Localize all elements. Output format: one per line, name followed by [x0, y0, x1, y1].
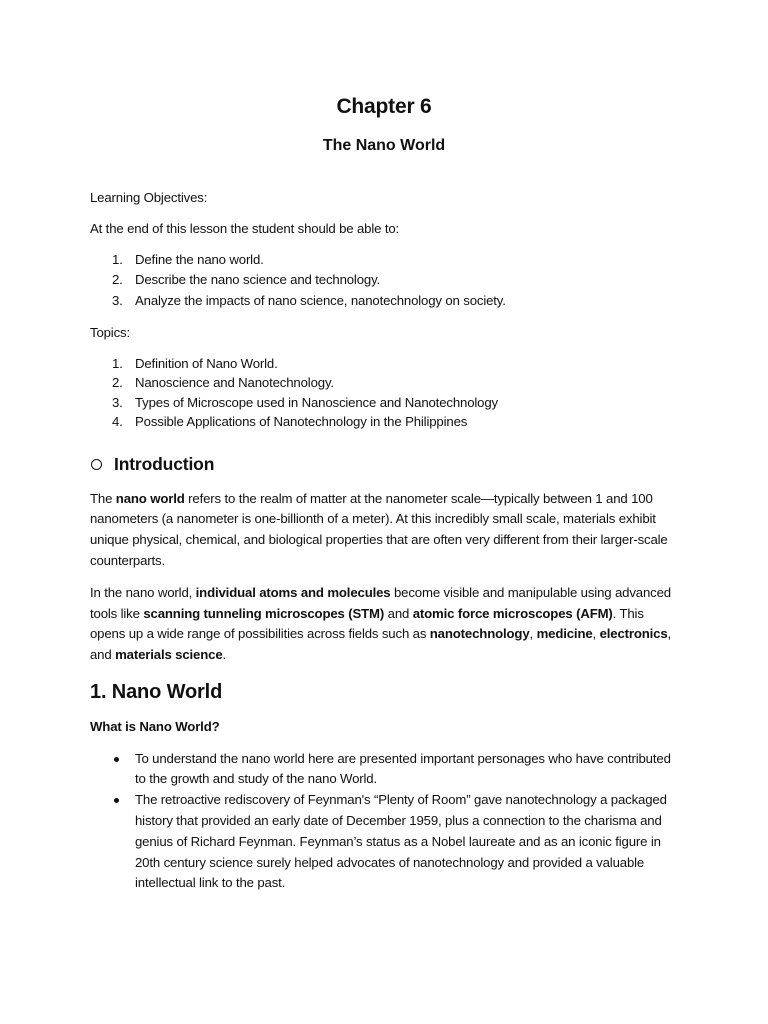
- introduction-heading: [90, 454, 680, 475]
- bullet-dot-icon: [114, 798, 119, 803]
- text-run: The: [90, 490, 116, 506]
- hollow-circle-bullet-icon: [91, 459, 102, 470]
- list-item: [90, 250, 680, 271]
- list-number: 3.: [112, 293, 123, 309]
- bold-term: individual atoms and molecules: [195, 584, 391, 600]
- bullet-item: [90, 790, 680, 894]
- bullet-dot-icon: [114, 757, 119, 762]
- list-item-text: Describe the nano science and technology.: [135, 272, 381, 288]
- list-item-text: Possible Applications of Nanotechnology in the Philippines: [135, 414, 468, 430]
- bold-term: materials science: [115, 647, 223, 663]
- list-number: 4.: [112, 414, 123, 430]
- list-item-text: Analyze the impacts of nano science, nanotechnology on society.: [135, 293, 506, 309]
- text-run: ,: [592, 626, 600, 642]
- nano-world-bullet-list: [90, 749, 680, 895]
- introduction-paragraph-1: [90, 489, 680, 572]
- subheading-what-is-nano-world: What is Nano World?: [90, 718, 220, 734]
- topics-label: Topics:: [90, 324, 130, 340]
- introduction-heading-text: Introduction: [114, 453, 215, 474]
- objectives-list: [90, 250, 680, 312]
- bullet-text: The retroactive rediscovery of Feynman's “Plenty of Room” gave nanotechnology a packaged history that provided an early date of December 1959, plus a connection to the charisma and genius of Richard Feynman. Feynman’s status as a Nobel laureate and as an iconic figure in 20th century science surely helped advocates of nanotechnology and provided a valuable intellectual link to the past.: [135, 792, 667, 891]
- list-item: [90, 373, 680, 393]
- bold-term: electronics: [599, 626, 668, 642]
- text-run: refers to the realm of matter at the nanometer scale—typically between 1 and 100 nanometers (a nanometer is one-billionth of a meter). At this incredibly small scale, materials exhibit unique physical, chemical, and biological properties that are often very different from their larger-scale counterparts.: [90, 490, 668, 568]
- text-run: ,: [529, 626, 537, 642]
- text-run: . This opens up a wide range of possibilities across fields such as: [90, 605, 644, 642]
- list-number: 2.: [112, 272, 123, 288]
- introduction-paragraph-2: [90, 583, 680, 666]
- list-item: [90, 412, 680, 432]
- topics-list: [90, 354, 680, 432]
- text-run: become visible and manipulable using advanced tools like: [90, 584, 671, 621]
- objectives-label: Learning Objectives:: [90, 190, 208, 205]
- list-item: [90, 270, 680, 291]
- list-item: [90, 291, 680, 312]
- text-run: and: [384, 605, 413, 621]
- list-number: 2.: [112, 375, 123, 391]
- document-body: [90, 188, 680, 894]
- list-number: 1.: [112, 355, 123, 371]
- bold-term: nanotechnology: [429, 626, 530, 642]
- bold-term: scanning tunneling microscopes (STM): [143, 605, 385, 621]
- objectives-intro: At the end of this lesson the student should be able to:: [90, 220, 400, 236]
- text-run: .: [222, 647, 227, 663]
- text-run: , and: [90, 626, 672, 663]
- chapter-title: Chapter 6: [336, 95, 432, 118]
- section-heading-nano-world: 1. Nano World: [90, 680, 223, 703]
- list-item-text: Define the nano world.: [135, 251, 264, 267]
- bold-term: medicine: [536, 626, 593, 642]
- text-run: In the nano world,: [90, 584, 196, 600]
- bullet-text: To understand the nano world here are presented important personages who have contributed to the growth and study of the nano World.: [135, 750, 671, 787]
- bold-term: atomic force microscopes (AFM): [412, 605, 613, 621]
- chapter-subtitle: The Nano World: [322, 137, 446, 154]
- bold-term: nano world: [115, 490, 185, 506]
- list-number: 1.: [112, 251, 123, 267]
- bullet-item: [90, 749, 680, 791]
- list-item: [90, 393, 680, 413]
- list-item: [90, 354, 680, 374]
- list-item-text: Definition of Nano World.: [135, 355, 278, 371]
- list-item-text: Types of Microscope used in Nanoscience and Nanotechnology: [135, 394, 498, 410]
- list-number: 3.: [112, 394, 123, 410]
- list-item-text: Nanoscience and Nanotechnology.: [135, 375, 334, 391]
